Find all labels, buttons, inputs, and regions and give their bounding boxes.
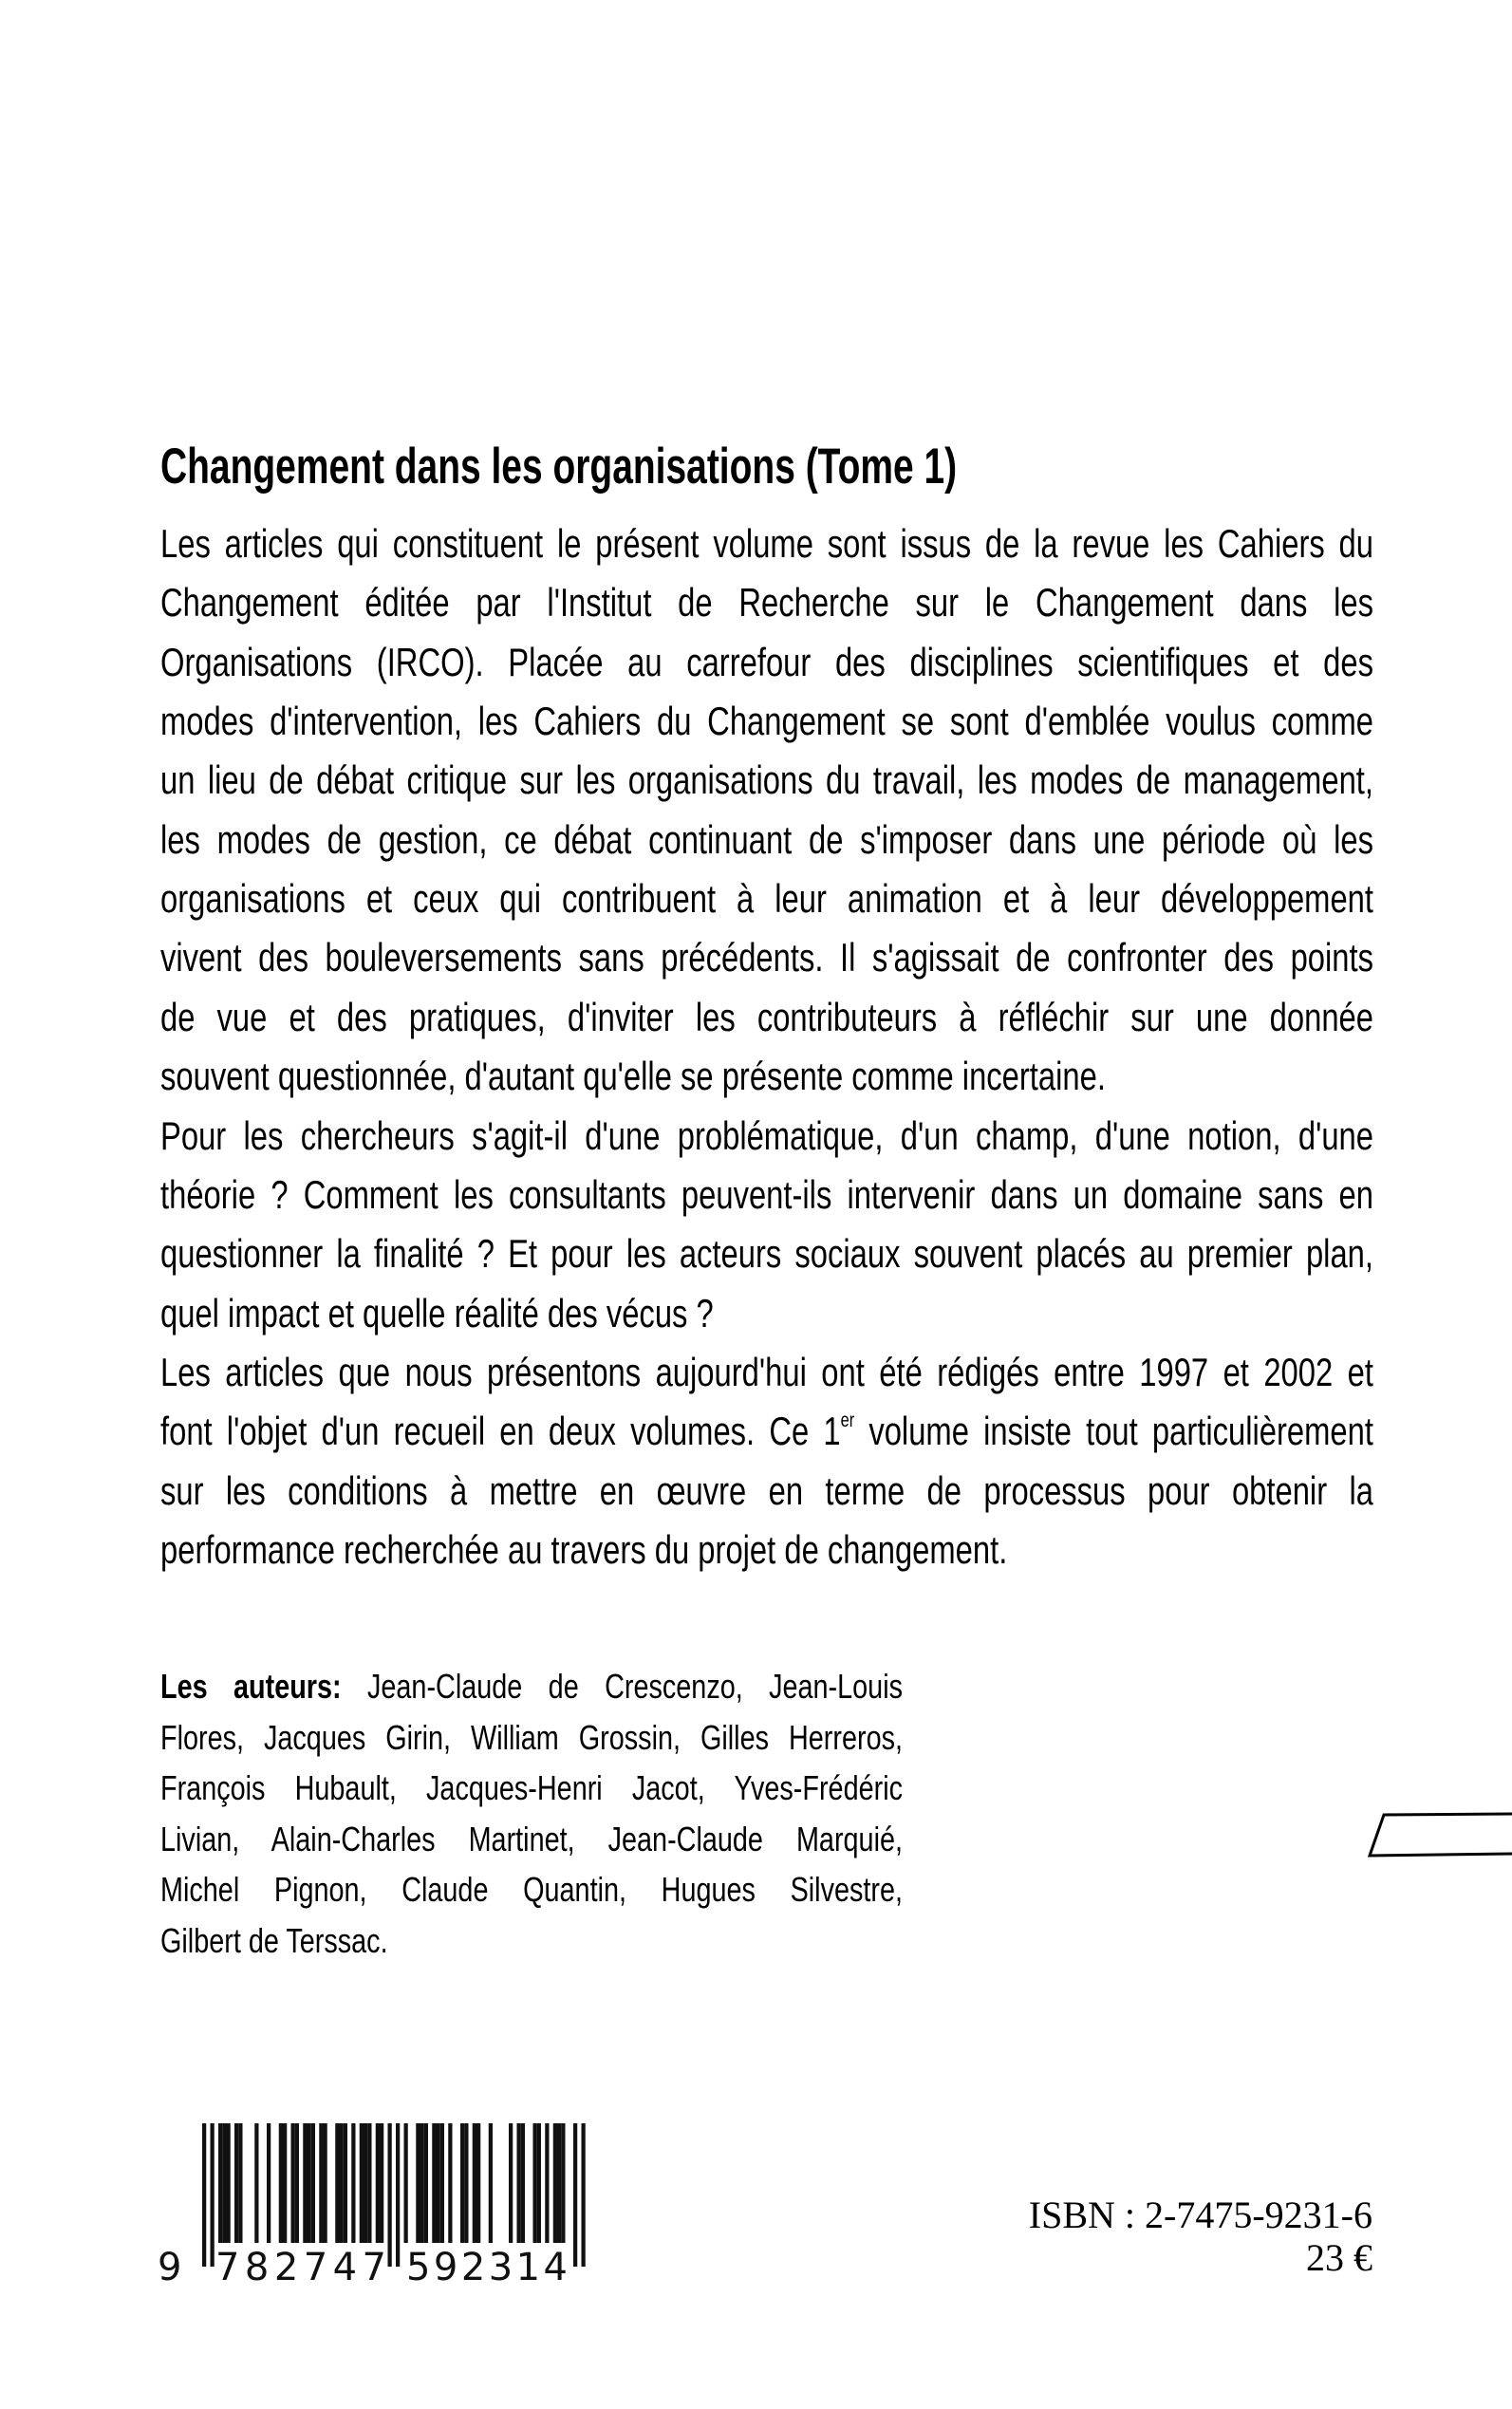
summary-line: Organisations (IRCO). Placée au carrefour des disciplines scientifiques et des	[160, 639, 1373, 684]
summary-line: quel impact et quelle réalité des vécus ?	[160, 1290, 714, 1335]
authors-line: Flores, Jacques Girin, William Grossin, Gilles Herreros,	[160, 1717, 903, 1757]
summary-line: Les articles qui constituent le présent volume sont issus de la revue les Cahiers du	[160, 521, 1373, 566]
summary-line: sur les conditions à mettre en œuvre en terme de processus pour obtenir la	[160, 1467, 1373, 1513]
authors-line: Gilbert de Terssac.	[160, 1921, 388, 1960]
barcode-right-digits: 592314	[406, 2246, 568, 2289]
summary-line: performance recherchée au travers du projet de changement.	[160, 1526, 1008, 1572]
authors-line: Les auteurs: Jean-Claude de Crescenzo, Jean-Louis	[160, 1667, 903, 1706]
ordinal-superscript: er	[840, 1410, 855, 1432]
authors-label: Les auteurs:	[160, 1667, 342, 1706]
summary-line: théorie ? Comment les consultants peuvent-ils intervenir dans un domaine sans en	[160, 1171, 1373, 1217]
summary-line: questionner la finalité ? Et pour les acteurs sociaux souvent placés au premier plan,	[160, 1231, 1373, 1277]
summary-line: vivent des bouleversements sans précédents. Il s'agissait de confronter des points	[160, 935, 1373, 980]
summary-line: souvent questionnée, d'autant qu'elle se présente comme incertaine.	[160, 1054, 1106, 1099]
authors-line: François Hubault, Jacques-Henri Jacot, Yves-Frédéric	[160, 1768, 903, 1808]
summary-line: Les articles que nous présentons aujourd'hui ont été rédigés entre 1997 et 2002 et	[160, 1349, 1373, 1394]
isbn-barcode	[142, 2117, 598, 2297]
authors-line: Livian, Alain-Charles Martinet, Jean-Claude Marquié,	[160, 1819, 903, 1858]
summary-line: Pour les chercheurs s'agit-il d'une problématique, d'un champ, d'une notion, d'une	[160, 1112, 1373, 1158]
summary-line: un lieu de débat critique sur les organisations du travail, les modes de management,	[160, 757, 1373, 803]
price: 23 €	[1306, 2236, 1372, 2279]
barcode-left-digits: 782747	[215, 2246, 386, 2289]
authors-line: Michel Pignon, Claude Quantin, Hugues Silvestre,	[160, 1870, 903, 1910]
barcode-first-digit: 9	[158, 2246, 182, 2289]
summary-line: de vue et des pratiques, d'inviter les contributeurs à réfléchir sur une donnée	[160, 994, 1373, 1039]
summary-line: les modes de gestion, ce débat continuant de s'imposer dans une période où les	[160, 816, 1373, 862]
spine-mark-shape	[1367, 1811, 1512, 1858]
summary-line: Changement éditée par l'Institut de Recherche sur le Changement dans les	[160, 580, 1373, 626]
summary-line: organisations et ceux qui contribuent à leur animation et à leur développement	[160, 876, 1373, 922]
summary-line: font l'objet d'un recueil en deux volumes. Ce 1er volume insiste tout particulièrement	[160, 1409, 1373, 1454]
book-title: Changement dans les organisations (Tome 1)	[160, 439, 958, 495]
summary-line: modes d'intervention, les Cahiers du Changement se sont d'emblée voulus comme	[160, 699, 1373, 744]
isbn-number: ISBN : 2-7475-9231-6	[1028, 2194, 1372, 2236]
